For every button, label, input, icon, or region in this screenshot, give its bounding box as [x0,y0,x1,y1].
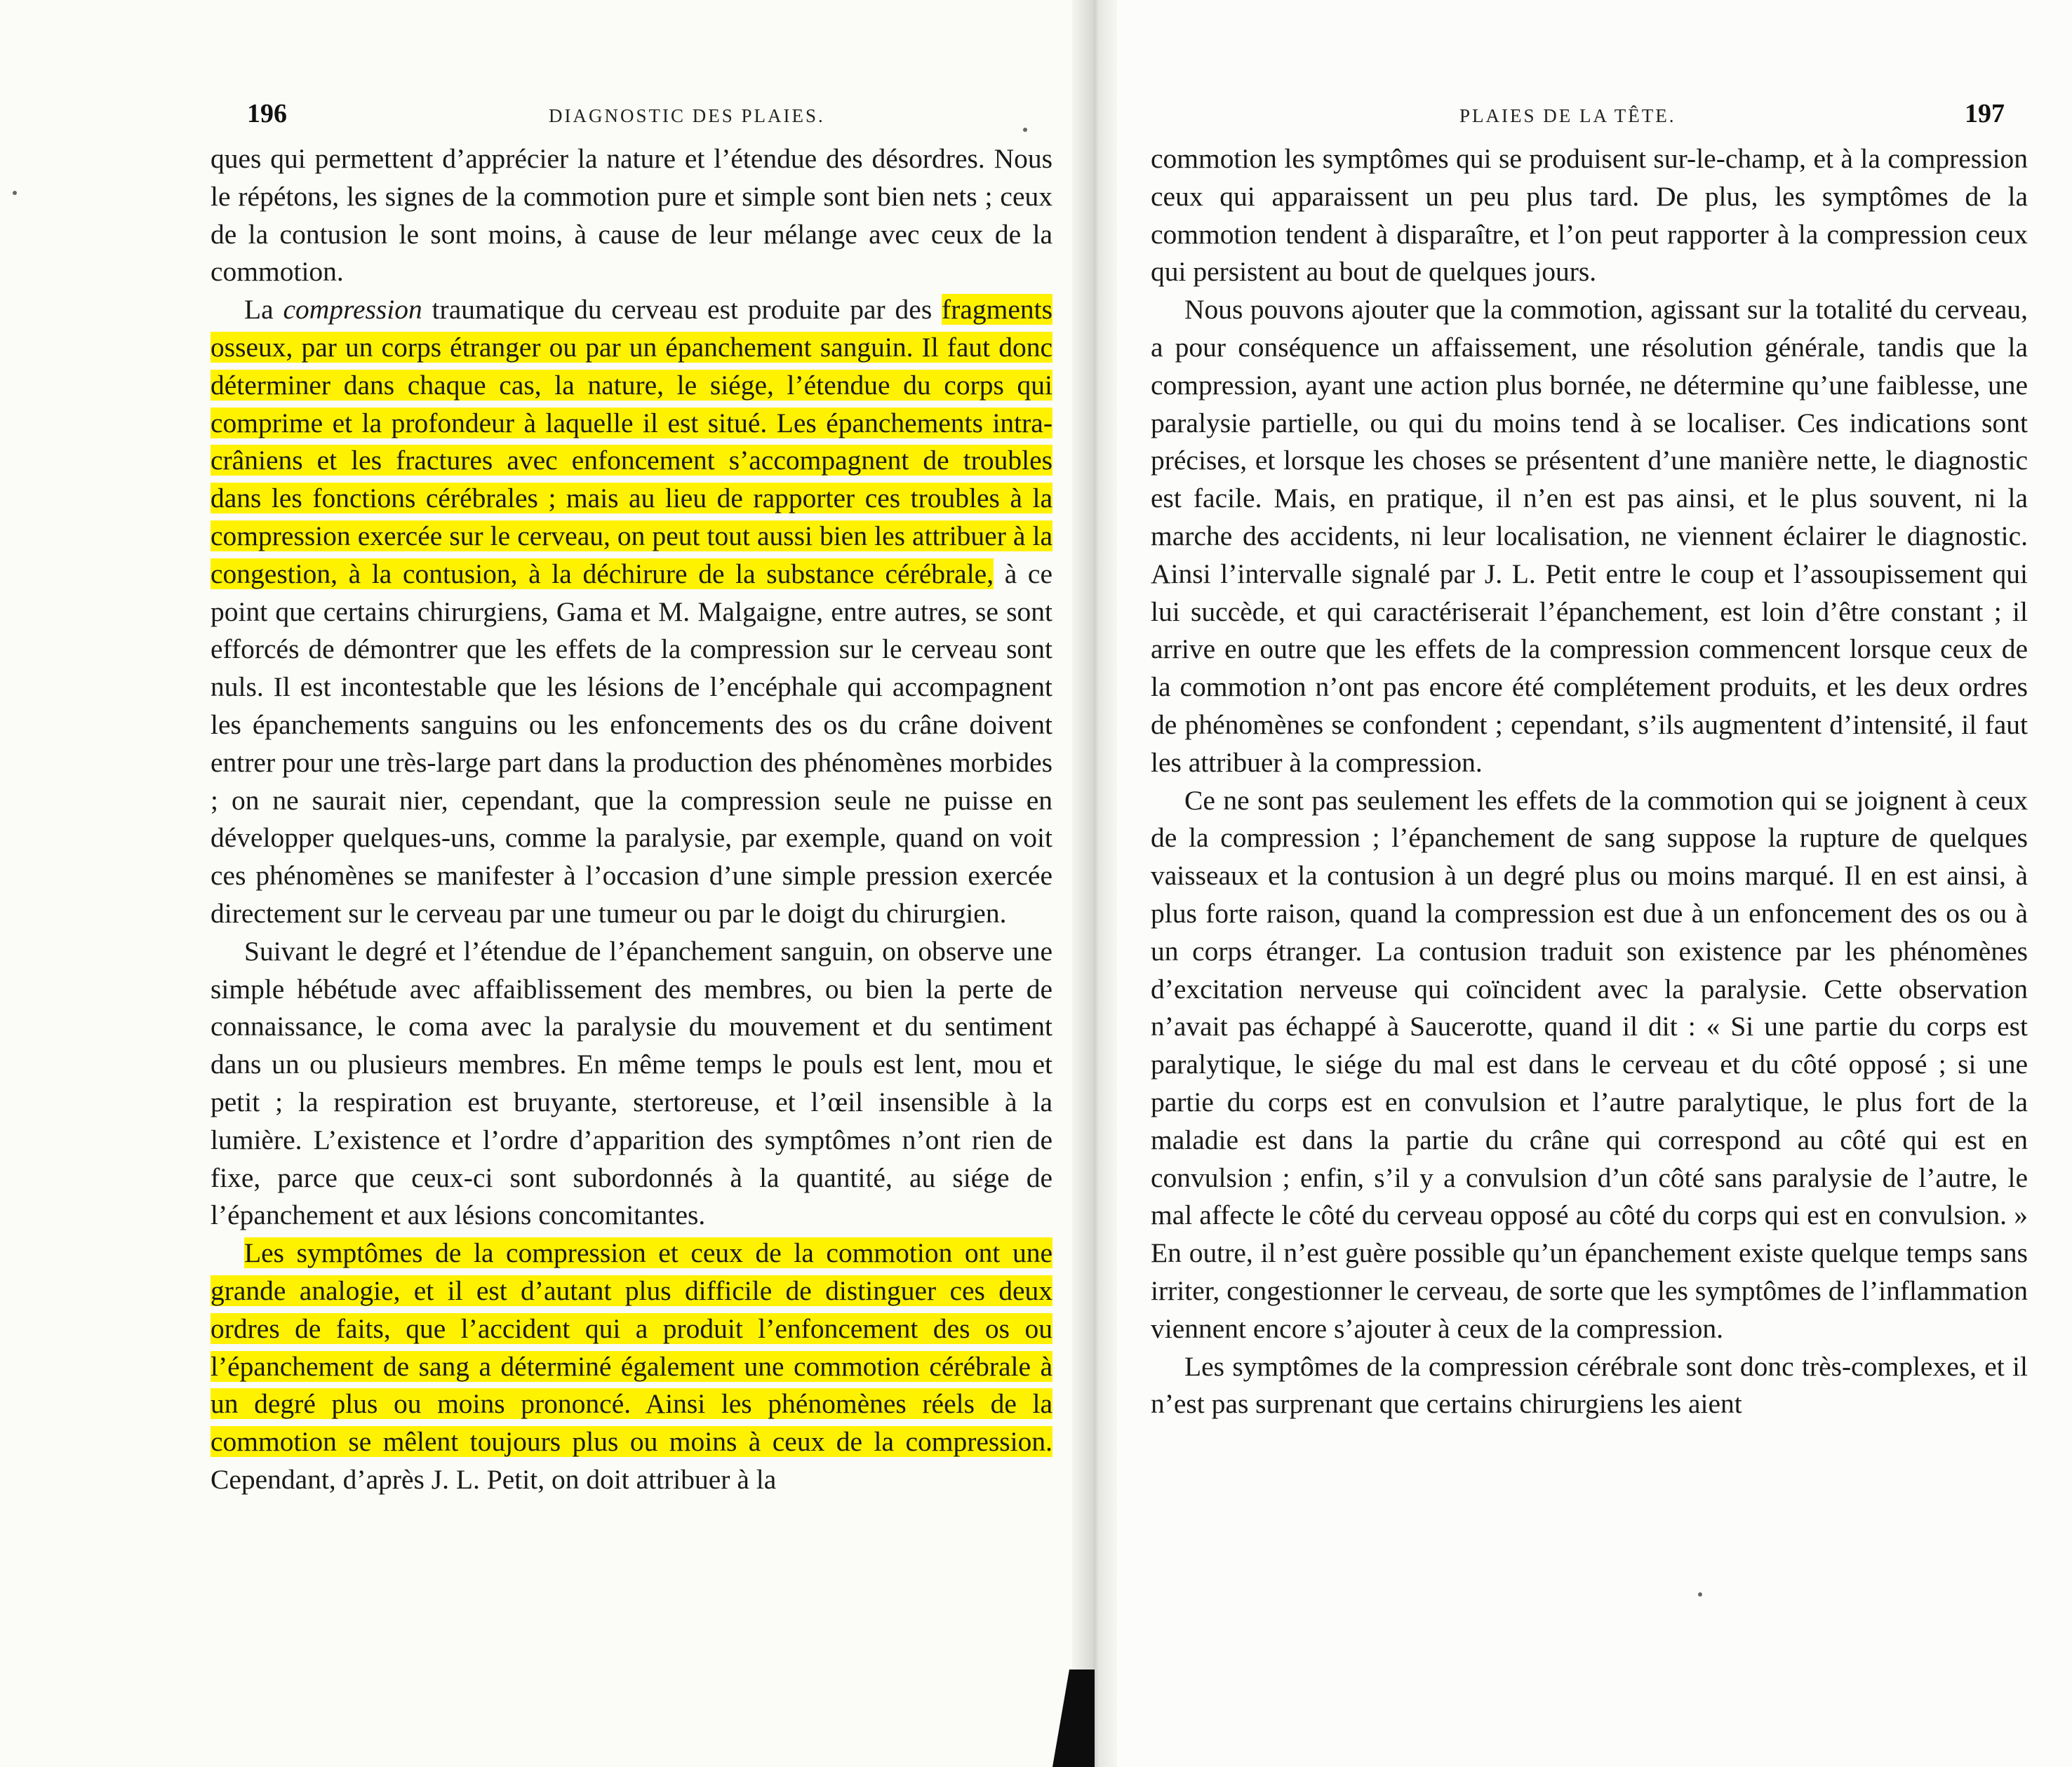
left-running-head: DIAGNOSTIC DES PLAIES. [549,105,825,126]
paper-speck [1023,128,1027,132]
text-segment: à ce point que certains chirurgiens, Gama et M. Malgaigne, entre autres, se sont efforcés de démontrer que les effets de la compression sur le cerveau sont nuls. Il est incontestable que les lésions de l’encéphale qui accompagnent les épanchements sanguins ou les enfoncements des os du crâne doivent entrer pour une très-large part dans la production des phénomènes morbides ; on ne saurait nier, cependant, que la compression seule ne puisse en développer quelques-uns, comme la paralysie, par exemple, quand on voit ces phénomènes se manifester à l’occasion d’une simple pression exercée directement sur le cerveau par une tumeur ou par le doigt du chirurgien. [210,558,1052,929]
paragraph: Les symptômes de la compression cérébrale sont donc très-complexes, et il n’est pas surprenant que certains chirurgiens les aient [1151,1350,2028,1420]
book-gutter [1072,0,1117,1767]
paragraph: Ce ne sont pas seulement les effets de la commotion qui se joignent à ceux de la compression ; l’épanchement de sang suppose la rupture de quelques vaisseaux et la contusion à un degré plus ou moins marqué. Il en est ainsi, à plus forte raison, quand la compression est due à un enfoncement des os ou à un corps étranger. La contusion traduit son existence par les phénomènes d’excitation nerveuse qui coïncident avec la paralysie. Cette observation n’avait pas échappé à Saucerotte, quand il dit : « Si une partie du corps est paralytique, le siége du mal est dans le cerveau et du côté opposé ; si une partie du corps est en convulsion et l’autre paralytique, le plus fort de la maladie est dans la partie du crâne qui correspond au côté qui est en convulsion ; enfin, s’il y a convulsion d’un côté sans paralysie de l’autre, le mal affecte le côté du cerveau opposé au côté du corps qui est en convulsion. » En outre, il n’est guère possible qu’un épanchement existe quelque temps sans irriter, congestionner le cerveau, de sorte que les symptômes de l’inflammation viennent encore s’ajouter à ceux de la compression. [1151,784,2028,1344]
right-page [1095,0,2072,1767]
right-text-column [1151,140,2028,1423]
text-segment: Suivant le degré et l’étendue de l’épanchement sanguin, on observe une simple hébétude avec affaiblissement des membres, ou bien la perte de connaissance, le coma avec la paralysie du mouvement et du sentiment dans un ou plusieurs membres. En même temps le pouls est lent, mou et petit ; la respiration est bruyante, stertoreuse, et l’œil insensible à la lumière. L’existence et l’ordre d’apparition des symptômes n’ont rien de fixe, parce que ceux-ci sont subordonnés à la quantité, au siége de l’épanchement et aux lésions concomitantes. [210,935,1052,1231]
paragraph [210,291,1052,933]
paragraph: commotion les symptômes qui se produisent sur-le-champ, et à la compression ceux qui apparaissent un peu plus tard. De plus, les symptômes de la commotion tendent à disparaître, et l’on peut rapporter à la compression ceux qui persistent au bout de quelques jours. [1151,143,2028,288]
paragraph: Nous pouvons ajouter que la commotion, agissant sur la totalité du cerveau, a pour conséquence un affaissement, une résolution générale, tandis que la compression, ayant une action plus bornée, ne détermine qu’une faiblesse, une paralysie partielle, ou qui du moins tend à se localiser. Ces indications sont précises, et lorsque les choses se présentent d’une manière nette, le diagnostic est facile. Mais, en pratique, il n’en est pas ainsi, et le plus souvent, ni la marche des accidents, ni leur localisation, ne viennent éclairer le diagnostic. Ainsi l’intervalle signalé par J. L. Petit entre le coup et l’assoupissement qui lui succède, et qui caractériserait l’épanchement, est loin d’être constant ; il arrive en outre que les effets de la compression commencent lorsque ceux de la commotion n’ont pas encore été complétement produits, et les deux ordres de phénomènes se confondent ; cependant, s’ils augmentent d’intensité, il faut les attribuer à la compression. [1151,294,2028,778]
left-folio: 196 [247,99,287,128]
paragraph [210,1235,1052,1499]
right-running-head: PLAIES DE LA TÊTE. [1459,105,1676,126]
text-segment: compression [283,294,422,325]
paper-speck [13,191,17,195]
paper-speck [1698,1592,1702,1597]
text-segment: La [244,294,283,325]
text-segment: traumatique du cerveau est produite par des [422,294,942,325]
highlighted-text: fragments osseux, par un corps étranger ou par un épanchement sanguin. Il faut donc déterminer dans chaque cas, la nature, le siége, l’étendue du corps qui comprime et la profondeur à laquelle il est situé. Les épanchements intra-crâniens et les fractures avec enfoncement s’accompagnent de troubles dans les fonctions cérébrales ; mais au lieu de rapporter ces troubles à la compression exercée sur le cerveau, on peut tout aussi bien les attribuer à la congestion, à la contusion, à la déchirure de la substance cérébrale, [210,294,1052,589]
paragraph [210,933,1052,1235]
highlighted-text: Les symptômes de la compression et ceux de la commotion ont une grande analogie, et il est d’autant plus difficile de distinguer ces deux ordres de faits, que l’accident qui a produit l’enfoncement des os ou l’épanchement de sang a déterminé également une commotion cérébrale à un degré plus ou moins prononcé. Ainsi les phénomènes réels de la commotion se mêlent toujours plus ou moins à ceux de la compression. [210,1237,1052,1458]
left-text-column [210,140,1052,1499]
paragraph [210,140,1052,291]
text-segment: ques qui permettent d’apprécier la nature et l’étendue des désordres. Nous le répétons, les signes de la commotion pure et simple sont bien nets ; ceux de la contusion le sont moins, à cause de leur mélange avec ceux de la commotion. [210,143,1052,288]
text-segment: Cependant, d’après J. L. Petit, on doit attribuer à la [210,1463,777,1495]
right-folio: 197 [1965,99,2005,128]
